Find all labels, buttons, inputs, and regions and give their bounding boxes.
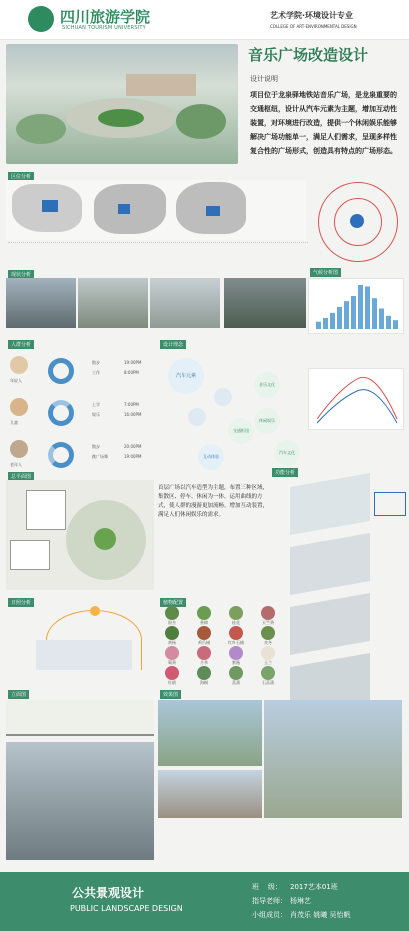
teacher-label: 指导老师： xyxy=(252,897,287,905)
climate-bar xyxy=(330,313,335,329)
plant-3: 天竺葵 xyxy=(254,606,282,626)
class-value: 2017艺本01班 xyxy=(290,883,338,891)
climate-bar xyxy=(379,308,384,329)
plant-10: 紫薇 xyxy=(222,646,250,666)
status-photo-3 xyxy=(150,278,220,328)
elevation-rendering xyxy=(6,742,154,860)
header xyxy=(0,0,409,40)
climate-bar xyxy=(372,298,377,329)
crowd-t2: 16:00PM xyxy=(124,412,142,417)
crowd-b: 跳广场舞 xyxy=(92,454,108,459)
plant-6: 红叶石楠 xyxy=(222,626,250,646)
effect-3 xyxy=(158,770,262,818)
section-plants: 植物配置 xyxy=(160,598,186,607)
school-name-cn: 四川旅游学院 xyxy=(60,8,151,26)
section-status: 现状分析 xyxy=(8,270,34,279)
plant-12: 杜鹃 xyxy=(158,666,186,686)
axon-legend xyxy=(374,492,406,516)
elevation-drawing xyxy=(6,700,154,736)
bubble: 汽车元素 xyxy=(168,358,204,394)
crowd-label: 儿童 xyxy=(10,420,18,425)
climate-bar xyxy=(393,320,398,329)
plant-0: 银杏 xyxy=(158,606,186,626)
section-crowd: 人群分析 xyxy=(8,340,34,349)
plant-14: 菖蒲 xyxy=(222,666,250,686)
crowd-t2: 19:00PM xyxy=(124,454,142,459)
sunlight-diagram xyxy=(6,606,154,678)
plant-4: 黄杨 xyxy=(158,626,186,646)
project-title: 音乐广场改造设计 xyxy=(248,46,369,64)
crowd-panel xyxy=(6,348,156,480)
footer xyxy=(0,872,409,931)
crowd-t1: 7:00PM xyxy=(124,402,139,407)
section-plan: 总平面图 xyxy=(8,472,34,481)
section-elevation: 立面图 xyxy=(8,690,29,699)
plant-7: 麦冬 xyxy=(254,626,282,646)
climate-bar xyxy=(316,322,321,329)
class-label: 班 级： xyxy=(252,883,282,891)
course-cn: 公共景观设计 xyxy=(72,886,145,900)
status-aerial xyxy=(224,278,306,328)
axon-2 xyxy=(290,533,370,595)
crowd-row-1 xyxy=(6,394,156,432)
crowd-a: 散步 xyxy=(92,444,100,449)
climate-bar xyxy=(337,307,342,329)
hero-rendering xyxy=(6,44,238,164)
location-circles xyxy=(310,176,406,262)
crowd-a: 散步 xyxy=(92,360,100,365)
bubble: 互动体验 xyxy=(198,444,224,470)
section-sunlight: 日照分析 xyxy=(8,598,34,607)
crowd-label: 年轻人 xyxy=(10,378,22,383)
bubble: 休闲娱乐 xyxy=(254,408,280,434)
section-design-thought: 设计理念 xyxy=(160,340,186,349)
location-maps xyxy=(6,180,306,240)
climate-bar xyxy=(365,286,370,329)
bubble: 交通枢纽 xyxy=(228,418,254,444)
dept-cn: 艺术学院·环境设计专业 xyxy=(270,11,354,20)
design-text: 项目位于龙泉驿地铁站音乐广场，是龙泉重要的交通枢纽，设计从汽车元素为主题，增加互动性装置，对环境进行改造，提供一个休闲娱乐能够解决广场功能单一，满足人们需求，呈现多样性复合性的广场形式，创造具有特点的广场形态。 xyxy=(250,91,397,155)
logo xyxy=(28,6,54,32)
section-climate: 气候分析图 xyxy=(310,268,341,277)
plant-15: 石菖蒲 xyxy=(254,666,282,686)
temperature-curves xyxy=(309,369,405,431)
plant-11: 玉兰 xyxy=(254,646,282,666)
teacher-value: 杨琳艺 xyxy=(290,897,311,905)
effect-2 xyxy=(264,700,402,818)
crowd-t1: 20:00PM xyxy=(124,444,142,449)
plants-grid xyxy=(158,606,286,686)
section-effects: 效果图 xyxy=(160,690,181,699)
climate-bar xyxy=(386,316,391,329)
plant-1: 香樟 xyxy=(190,606,218,626)
crowd-a: 上学 xyxy=(92,402,100,407)
plan-text: 首层广场以汽车造型为主题，布置三种区域，集散区、停车、休闲为一体。运用曲线的方式，使人群的漫游更加流畅。增加互动装置，满足人们休闲娱乐的需求。 xyxy=(158,485,269,518)
crowd-t2: 8:00PM xyxy=(124,370,139,375)
crowd-row-0 xyxy=(6,352,156,390)
bubble: 汽车文化 xyxy=(274,440,300,466)
crowd-b: 工作 xyxy=(92,370,100,375)
members-label: 小组成员： xyxy=(252,911,287,919)
dept-en: COLLEGE OF ART·ENVIRONMENTAL DESIGN xyxy=(270,24,357,29)
master-plan xyxy=(6,480,154,590)
status-photo-2 xyxy=(78,278,148,328)
climate-bar xyxy=(358,285,363,329)
design-bubbles xyxy=(158,348,304,480)
location-note xyxy=(8,242,308,262)
plant-13: 海桐 xyxy=(190,666,218,686)
plant-2: 桂花 xyxy=(222,606,250,626)
climate-bars xyxy=(309,279,405,335)
plant-5: 鸡爪槭 xyxy=(190,626,218,646)
members-value: 肖茂乐 姚曦 吴怡帆 xyxy=(290,911,351,919)
crowd-b: 娱乐 xyxy=(92,412,100,417)
status-photo-1 xyxy=(6,278,76,328)
section-location: 区位分析 xyxy=(8,172,34,181)
crowd-row-2 xyxy=(6,436,156,474)
section-analysis: 功能分析 xyxy=(272,468,298,477)
climate-chart xyxy=(308,278,404,334)
course-en: PUBLIC LANDSCAPE DESIGN xyxy=(70,904,183,913)
school-name-en: SICHUAN TOURISM UNIVERSITY xyxy=(62,25,146,31)
crowd-t1: 19:00PM xyxy=(124,360,142,365)
climate-bar xyxy=(344,301,349,329)
crowd-label: 老年人 xyxy=(10,462,22,467)
axon-3 xyxy=(290,593,370,655)
climate-bar xyxy=(351,296,356,329)
plant-8: 蜀葵 xyxy=(158,646,186,666)
climate-bar xyxy=(323,318,328,329)
temperature-chart xyxy=(308,368,404,430)
axon-1 xyxy=(290,473,370,535)
design-label: 设计说明 xyxy=(250,75,278,83)
bubble: 音乐文化 xyxy=(254,372,280,398)
plant-9: 月季 xyxy=(190,646,218,666)
effect-1 xyxy=(158,700,262,766)
